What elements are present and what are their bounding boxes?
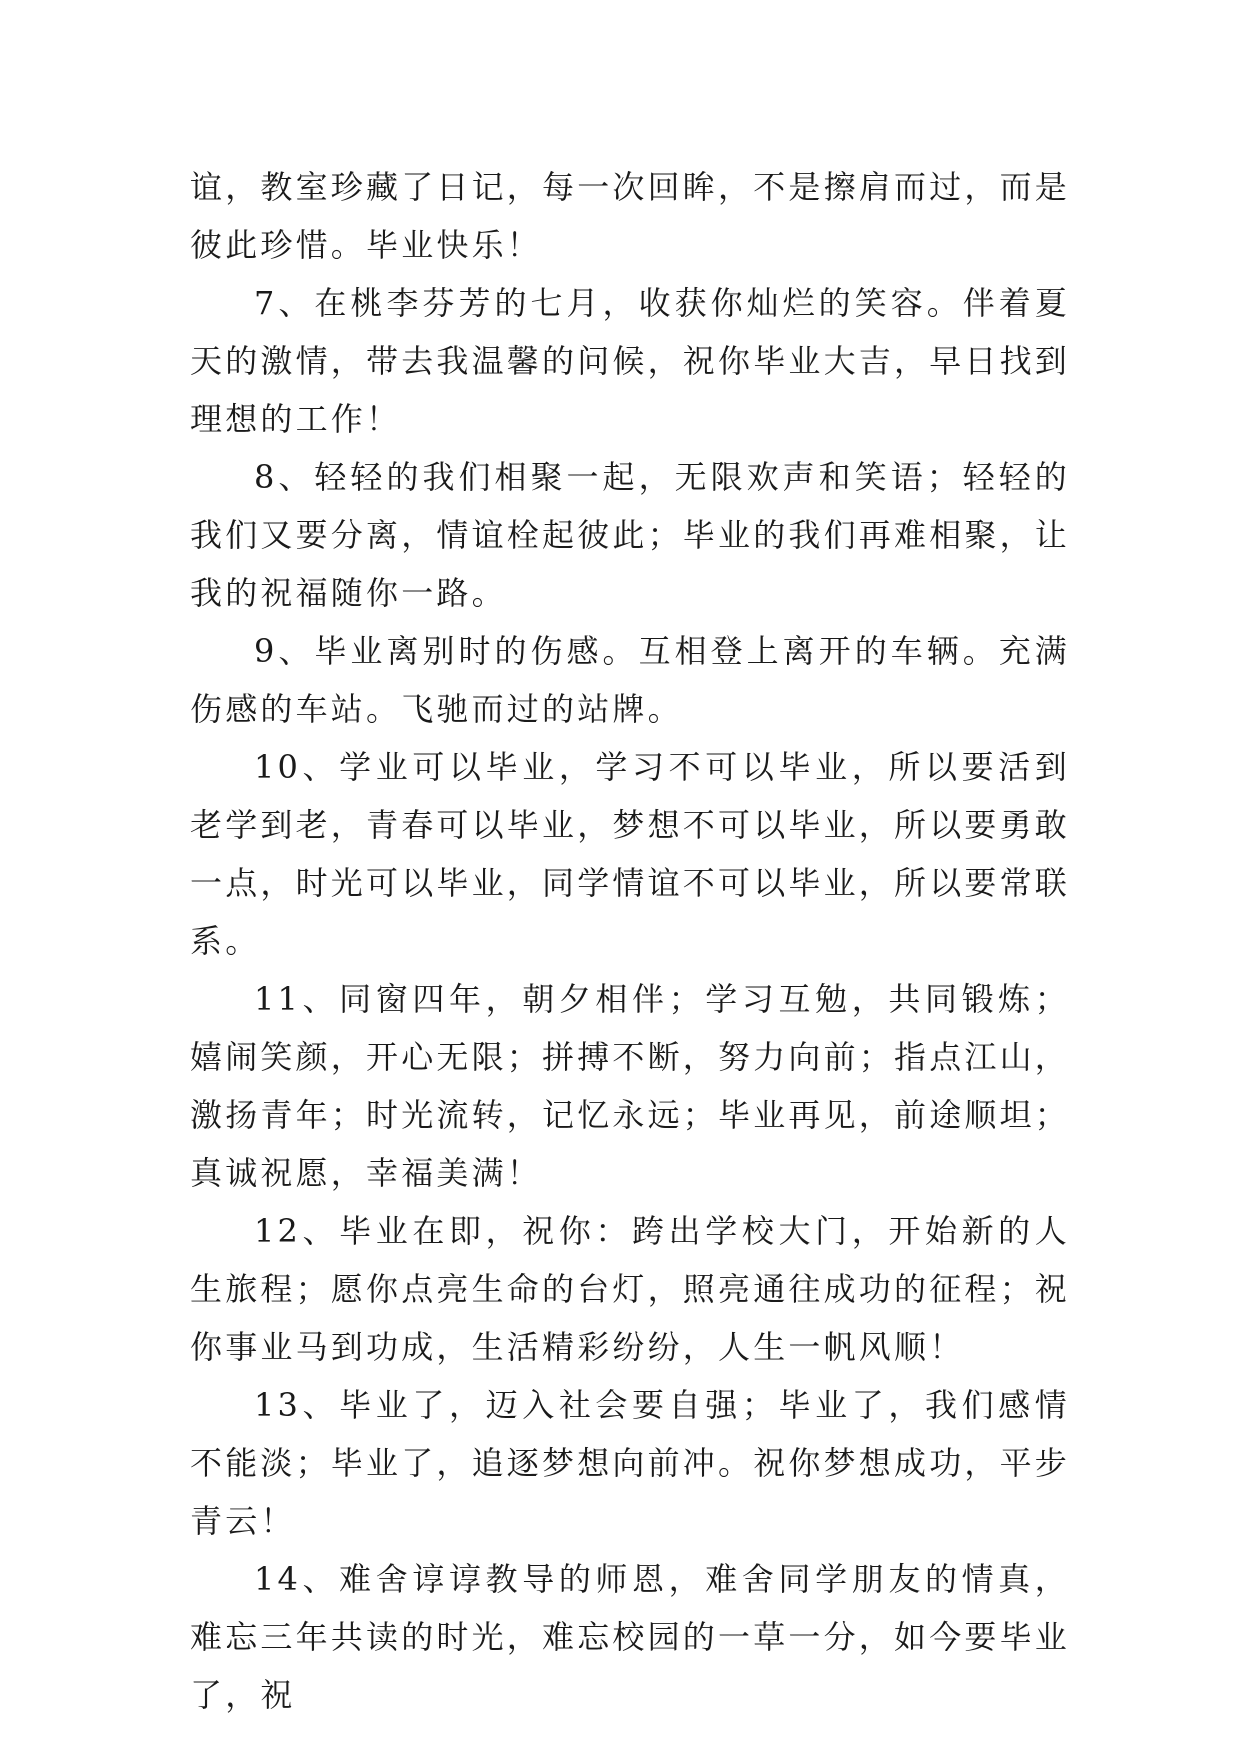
paragraph-9: 9、毕业离别时的伤感。互相登上离开的车辆。充满伤感的车站。飞驰而过的站牌。 [190,632,1070,728]
paragraph-13: 13、毕业了，迈入社会要自强；毕业了，我们感情不能淡；毕业了，追逐梦想向前冲。祝你梦想成功，平步青云！ [190,1386,1071,1540]
paragraph-10: 10、学业可以毕业，学习不可以毕业，所以要活到老学到老，青春可以毕业，梦想不可以毕业，所以要勇敢一点，时光可以毕业，同学情谊不可以毕业，所以要常联系。 [190,748,1071,960]
document-page [190,158,1070,1724]
paragraph-7: 7、在桃李芬芳的七月，收获你灿烂的笑容。伴着夏天的激情，带去我温馨的问候，祝你毕业大吉，早日找到理想的工作！ [190,284,1071,438]
paragraph-14: 14、难舍谆谆教导的师恩，难舍同学朋友的情真，难忘三年共读的时光，难忘校园的一草一分，如今要毕业了，祝 [190,1560,1071,1714]
paragraph-11: 11、同窗四年，朝夕相伴；学习互勉，共同锻炼；嬉闹笑颜，开心无限；拼搏不断，努力向前；指点江山，激扬青年；时光流转，记忆永远；毕业再见，前途顺坦；真诚祝愿，幸福美满！ [190,980,1071,1192]
paragraph-continued: 谊，教室珍藏了日记，每一次回眸，不是擦肩而过，而是彼此珍惜。毕业快乐！ [190,168,1071,264]
paragraph-8: 8、轻轻的我们相聚一起，无限欢声和笑语；轻轻的我们又要分离，情谊栓起彼此；毕业的我们再难相聚，让我的祝福随你一路。 [190,458,1071,612]
paragraph-12: 12、毕业在即，祝你：跨出学校大门，开始新的人生旅程；愿你点亮生命的台灯，照亮通往成功的征程；祝你事业马到功成，生活精彩纷纷，人生一帆风顺！ [190,1212,1071,1366]
